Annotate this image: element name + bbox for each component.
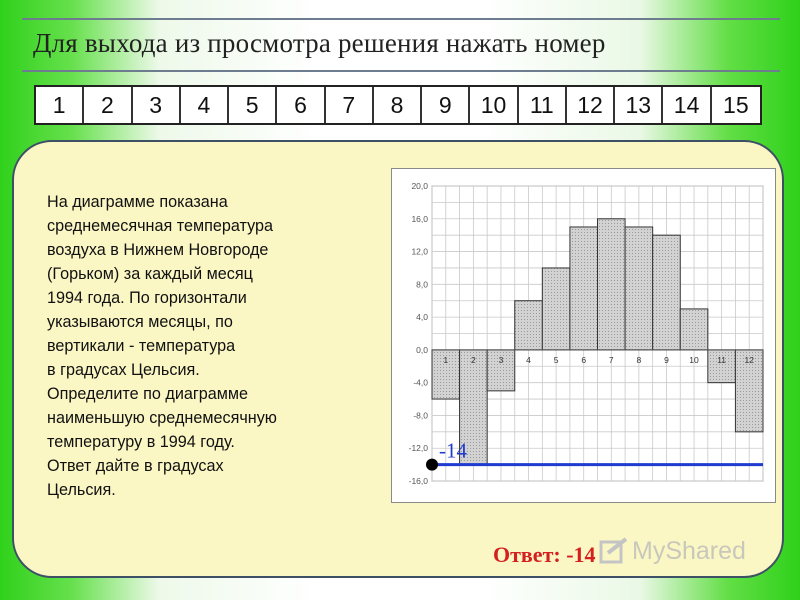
x-category-label: 9 [664, 354, 669, 365]
y-tick-label: 4,0 [416, 312, 428, 323]
x-category-label: 1 [443, 354, 449, 365]
y-tick-label: -16,0 [408, 476, 428, 486]
x-category-label: 4 [526, 354, 531, 365]
y-tick-label: 8,0 [416, 279, 428, 290]
x-category-label: 12 [744, 354, 754, 365]
problem-description [47, 190, 382, 502]
description-line: Определите по диаграмме [47, 385, 249, 403]
problem-number-13[interactable]: 13 [615, 87, 663, 123]
description-line: вертикали - температура [47, 337, 236, 355]
top-rule [22, 18, 780, 20]
watermark-text: MyShared [632, 537, 746, 565]
y-tick-label: 16,0 [411, 213, 428, 224]
y-tick-label: -8,0 [413, 410, 428, 421]
answer-text [493, 542, 596, 568]
problem-number-1[interactable]: 1 [36, 87, 84, 123]
x-category-label: 10 [689, 354, 699, 365]
description-line: На диаграмме показана [47, 193, 228, 211]
x-category-label: 7 [608, 354, 614, 365]
description-line: среднемесячная температура [47, 217, 274, 235]
problem-number-7[interactable]: 7 [326, 87, 374, 123]
problem-number-15[interactable]: 15 [723, 91, 749, 118]
description-line: воздуха в Нижнем Новгороде [47, 241, 269, 259]
problem-number-bar [34, 85, 762, 125]
answer-value: -14 [566, 542, 596, 567]
minimum-marker-dot [426, 459, 438, 471]
y-tick-label: -4,0 [413, 377, 428, 388]
bar-month-4 [515, 301, 543, 350]
bar-month-8 [625, 227, 653, 350]
problem-number-3[interactable]: 3 [133, 87, 181, 123]
bar-month-7 [598, 219, 626, 350]
x-category-label: 3 [498, 354, 504, 365]
x-category-label: 5 [553, 354, 559, 365]
description-line: указываются месяцы, по [47, 313, 233, 331]
page-title: Для выхода из просмотра решения нажать номер [33, 28, 606, 58]
y-tick-label: 0,0 [416, 344, 428, 355]
minimum-annotation-label: -14 [439, 438, 467, 463]
y-tick-label: 12,0 [411, 246, 428, 257]
bar-month-5 [542, 268, 570, 350]
problem-number-9[interactable]: 9 [422, 87, 470, 123]
description-line: температуру в 1994 году. [47, 433, 235, 451]
description-line: наименьшую среднемесячную [47, 409, 277, 427]
y-tick-label: -12,0 [408, 443, 428, 454]
description-line: в градусах Цельсия. [47, 361, 200, 379]
problem-number-11[interactable]: 11 [519, 87, 567, 123]
description-line: Ответ дайте в градусах [47, 457, 224, 475]
bar-month-6 [570, 227, 598, 350]
problem-number-2[interactable]: 2 [84, 87, 132, 123]
answer-label: Ответ: [493, 542, 561, 567]
x-category-label: 6 [581, 354, 587, 365]
x-category-label: 8 [636, 354, 642, 365]
problem-number-12[interactable]: 12 [567, 87, 615, 123]
myshared-logo-icon [598, 536, 630, 566]
description-line: (Горьком) за каждый месяц [47, 265, 253, 283]
x-category-label: 11 [717, 354, 727, 365]
title-underline [22, 70, 780, 72]
problem-number-14[interactable]: 14 [663, 87, 711, 123]
x-category-label: 2 [471, 354, 476, 365]
problem-number-4[interactable]: 4 [181, 87, 229, 123]
problem-number-5[interactable]: 5 [229, 87, 277, 123]
bar-month-10 [680, 309, 708, 350]
problem-number-6[interactable]: 6 [277, 87, 325, 123]
problem-number-8[interactable]: 8 [374, 87, 422, 123]
y-tick-label: 20,0 [411, 181, 428, 191]
problem-number-10[interactable]: 10 [470, 87, 518, 123]
description-line: 1994 года. По горизонтали [47, 289, 247, 307]
bar-month-9 [653, 235, 681, 350]
temperature-bar-chart [391, 168, 776, 503]
description-line: Цельсия. [47, 481, 116, 499]
